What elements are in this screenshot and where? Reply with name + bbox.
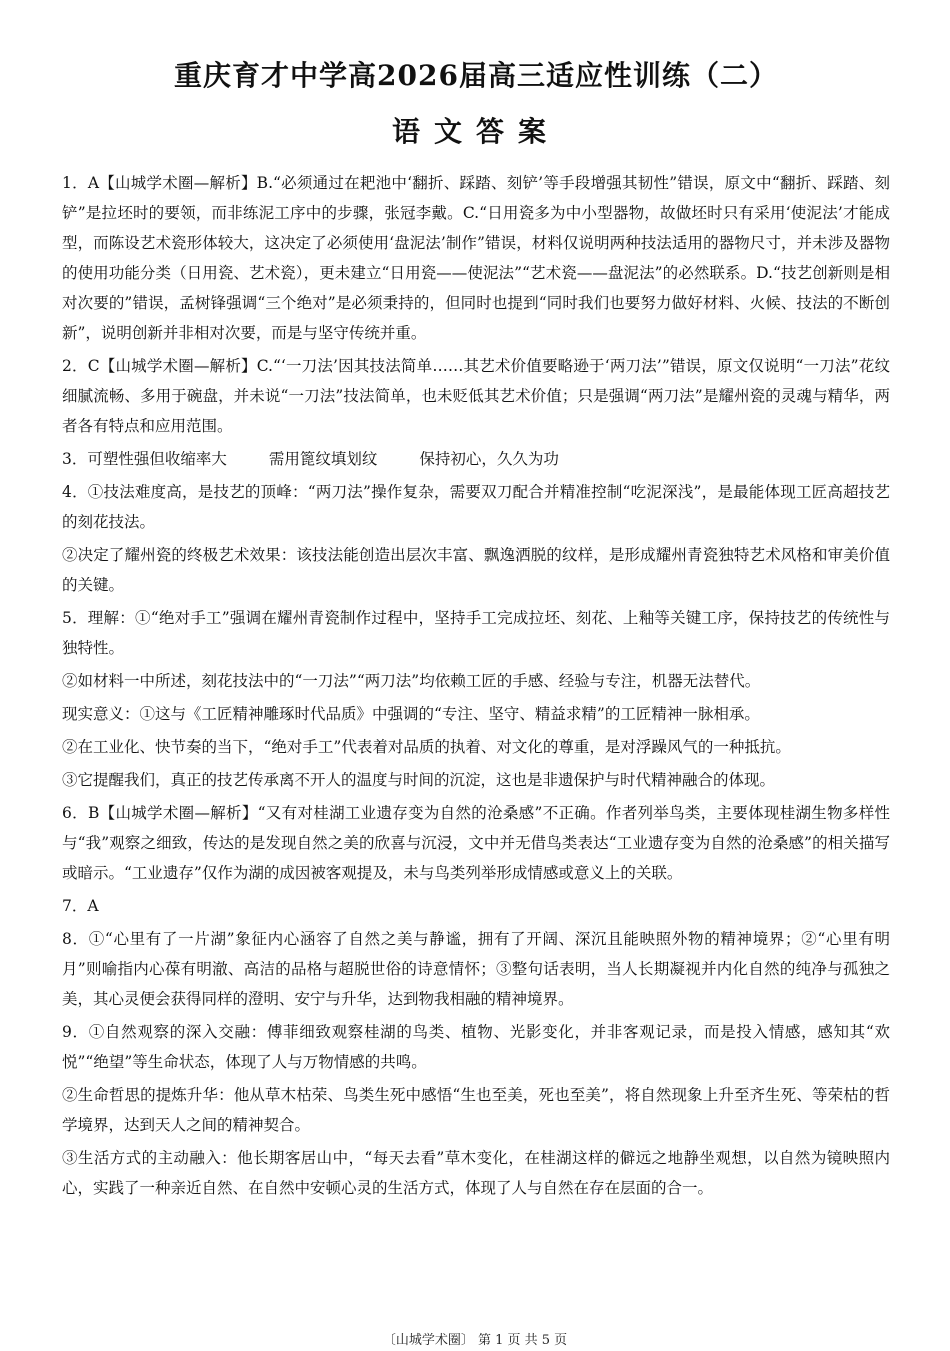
answer-8: 8．①“心里有了一片湖”象征内心涵容了自然之美与静谧，拥有了开阔、深沉且能映照外物的精神境界；②“心里有明月”则喻指内心葆有明澈、高洁的品格与超脱世俗的诗意情怀；③整句话表明，当人长期凝视并内化自然的纯净与孤独之美，其心灵便会获得同样的澄明、安宁与升华，达到物我相融的精神境界。 (62, 930, 890, 1008)
answer-9-point-1: 9．①自然观察的深入交融：傅菲细致观察桂湖的鸟类、植物、光影变化，并非客观记录，而是投入情感，感知其“欢悦”“绝望”等生命状态，体现了人与万物情感的共鸣。 (62, 1023, 890, 1071)
answer-5-point-3: 现实意义：①这与《工匠精神雕琢时代品质》中强调的“专注、坚守、精益求精”的工匠精神一脉相承。 (62, 705, 760, 723)
answer-3-part-b: 需用篦纹填划纹 (268, 450, 378, 468)
answer-5-point-4: ②在工业化、快节奏的当下，“绝对手工”代表着对品质的执着、对文化的尊重，是对浮躁风气的一种抵抗。 (62, 738, 791, 756)
answer-2: 2．C【山城学术圈—解析】C.“‘一刀法’因其技法简单……其艺术价值要略逊于‘两刀法’”错误，原文仅说明“一刀法”花纹细腻流畅、多用于碗盘，并未说“一刀法”技法简单，也未贬低其艺术价值；只是强调“两刀法”是耀州瓷的灵魂与精华，两者各有特点和应用范围。 (62, 357, 890, 435)
answer-9-point-2: ②生命哲思的提炼升华：他从草木枯荣、鸟类生死中感悟“生也至美，死也至美”，将自然现象上升至齐生死、等荣枯的哲学境界，达到天人之间的精神契合。 (62, 1086, 890, 1134)
answer-5-point-1: 5．理解：①“绝对手工”强调在耀州青瓷制作过程中，坚持手工完成拉坯、刻花、上釉等关键工序，保持技艺的传统性与独特性。 (62, 609, 890, 657)
page-subtitle: 语文答案 (391, 115, 560, 148)
answer-5-point-2: ②如材料一中所述，刻花技法中的“一刀法”“两刀法”均依赖工匠的手感、经验与专注，机器无法替代。 (62, 672, 761, 690)
answer-6: 6．B【山城学术圈—解析】“又有对桂湖工业遗存变为自然的沧桑感”不正确。作者列举鸟类，主要体现桂湖生物多样性与“我”观察之细致，传达的是发现自然之美的欣喜与沉浸，文中并无借鸟类表达“工业遗存变为自然的沧桑感”的相关描写或暗示。“工业遗存”仅作为湖的成因被客观提及，未与鸟类列举形成情感或意义上的关联。 (62, 804, 890, 882)
answer-9-point-3: ③生活方式的主动融入：他长期客居山中，“每天去看”草木变化，在桂湖这样的僻远之地静坐观想，以自然为镜映照内心，实践了一种亲近自然、在自然中安顿心灵的生活方式，体现了人与自然在存在层面的合一。 (62, 1149, 890, 1197)
answer-3-part-a: 3．可塑性强但收缩率大 (62, 450, 227, 468)
answer-7: 7．A (62, 897, 99, 915)
answer-1: 1．A【山城学术圈—解析】B.“必须通过在耙池中‘翻折、踩踏、刻铲’等手段增强其韧性”错误，原文中“翻折、踩踏、刻铲”是拉坯时的要领，而非练泥工序中的步骤，张冠李戴。C.“日用瓷多为中小型器物，故做坯时只有采用‘使泥法’才能成型，而陈设艺术瓷形体较大，这决定了必须使用‘盘泥法’制作”错误，材料仅说明两种技法适用的器物尺寸，并未涉及器物的使用功能分类（日用瓷、艺术瓷），更未建立“日用瓷——使泥法”“艺术瓷——盘泥法”的必然联系。D.“技艺创新则是相对次要的”错误，孟树锋强调“三个绝对”是必须秉持的，但同时也提到“同时我们也要努力做好材料、火候、技法的不断创新”，说明创新并非相对次要，而是与坚守传统并重。 (62, 174, 890, 342)
answer-3-part-c: 保持初心，久久为功 (419, 450, 559, 468)
answer-3 (62, 444, 890, 474)
page-title: 重庆育才中学高2026届高三适应性训练（二） (174, 59, 778, 92)
answer-4-point-1: 4．①技法难度高，是技艺的顶峰：“两刀法”操作复杂，需要双刀配合并精准控制“吃泥深浅”，是最能体现工匠高超技艺的刻花技法。 (62, 483, 890, 531)
answer-5-point-5: ③它提醒我们，真正的技艺传承离不开人的温度与时间的沉淀，这也是非遗保护与时代精神融合的体现。 (62, 771, 776, 789)
answer-4-point-2: ②决定了耀州瓷的终极艺术效果：该技法能创造出层次丰富、飘逸洒脱的纹样，是形成耀州青瓷独特艺术风格和审美价值的关键。 (62, 546, 890, 594)
answers-body (62, 168, 890, 1203)
page-footer: 〔山城学术圈〕 第 1 页 共 5 页 (382, 1333, 568, 1348)
